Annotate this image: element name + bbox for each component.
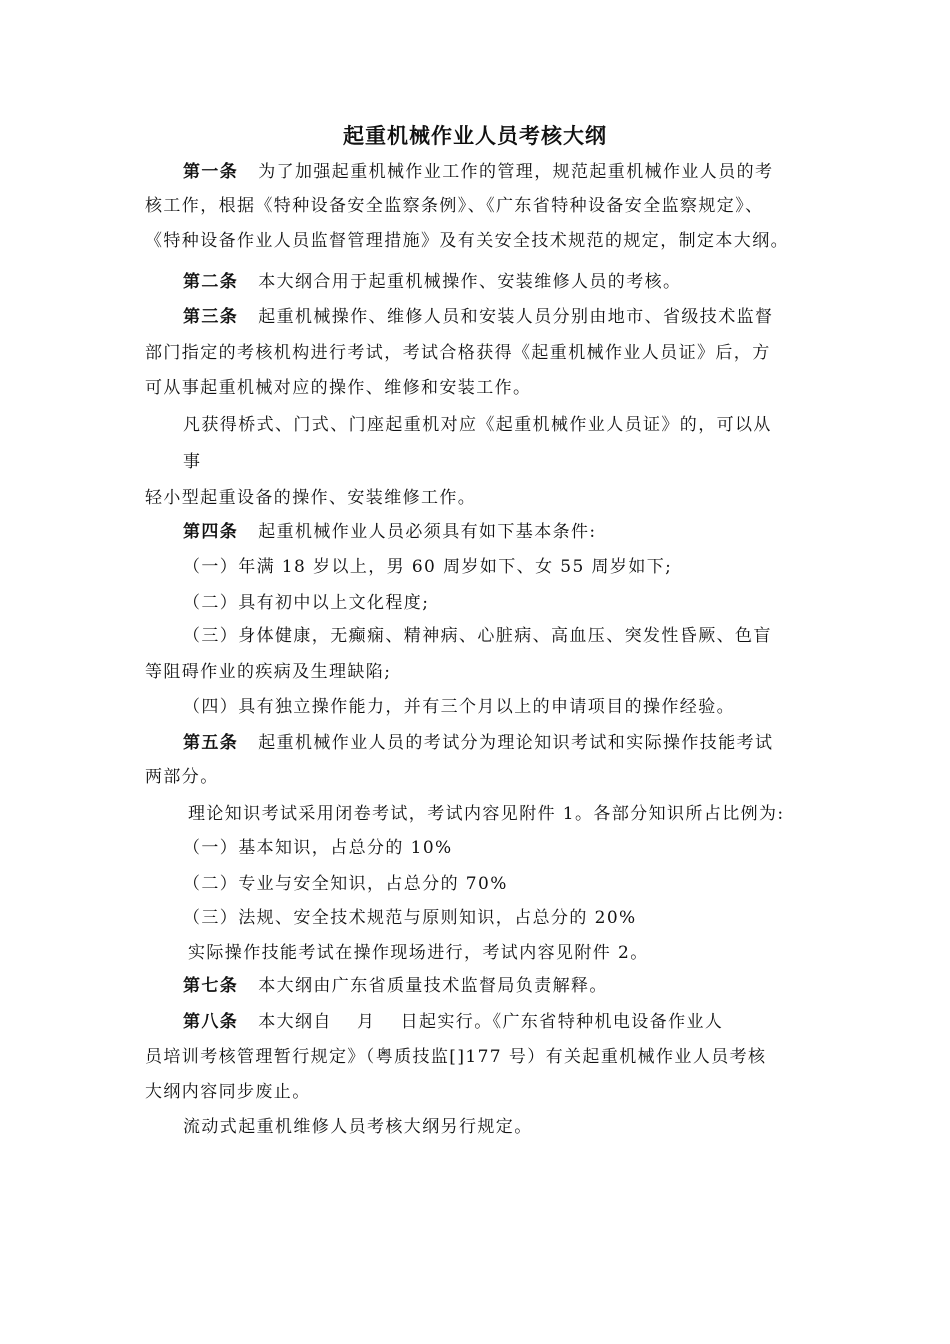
text-line (145, 341, 771, 365)
text-line (183, 520, 597, 544)
text-line (183, 160, 773, 184)
text-line (183, 270, 681, 294)
line-text: 本大纲合用于起重机械操作、安装维修人员的考核。 (258, 272, 682, 292)
line-text: 起重机械作业人员必须具有如下基本条件: (258, 522, 597, 542)
line-text: 起重机械作业人员的考试分为理论知识考试和实际操作技能考试 (258, 733, 774, 753)
text-line (145, 1080, 311, 1104)
text-line (183, 1115, 533, 1139)
line-text: （一）基本知识，占总分的 10% (183, 838, 453, 858)
article-label: 第四条 (183, 522, 239, 542)
text-line (183, 906, 637, 930)
line-text: 起重机械操作、维修人员和安装人员分别由地市、省级技术监督 (258, 307, 774, 327)
text-line (145, 660, 391, 684)
line-text: 事 (183, 452, 202, 472)
text-line (145, 376, 531, 400)
article-label: 第五条 (183, 733, 239, 753)
text-line (183, 624, 772, 648)
line-text: 流动式起重机维修人员考核大纲另行规定。 (183, 1117, 533, 1137)
line-text: 《特种设备作业人员监督管理措施》及有关安全技术规范的规定，制定本大纲。 (145, 231, 789, 251)
text-line (145, 486, 476, 510)
line-text: 凡获得桥式、门式、门座起重机对应《起重机械作业人员证》的，可以从 (183, 415, 772, 435)
text-line (145, 194, 764, 218)
text-line (183, 731, 773, 755)
line-text: 等阻碍作业的疾病及生理缺陷; (145, 662, 392, 682)
line-text: （二）具有初中以上文化程度; (183, 593, 430, 613)
text-line (145, 1045, 766, 1069)
article-label: 第七条 (183, 976, 239, 996)
line-text: 大纲内容同步废止。 (145, 1082, 311, 1102)
line-text: 核工作，根据《特种设备安全监察条例》、《广东省特种设备安全监察规定》、 (145, 196, 764, 216)
line-text: （二）专业与安全知识，占总分的 70% (183, 874, 508, 894)
line-text: 实际操作技能考试在操作现场进行，考试内容见附件 2。 (188, 943, 649, 963)
line-text: （四）具有独立操作能力，并有三个月以上的申请项目的操作经验。 (183, 697, 735, 717)
text-line (145, 765, 219, 789)
text-line (183, 836, 453, 860)
line-text: 本大纲由广东省质量技术监督局负责解释。 (258, 976, 608, 996)
line-text: （一）年满 18 岁以上，男 60 周岁如下、女 55 周岁如下; (183, 557, 673, 577)
line-text: 本大纲自 月 日起实行。《广东省特种机电设备作业人 (258, 1012, 724, 1032)
line-text: 两部分。 (145, 767, 219, 787)
text-line (183, 1010, 723, 1034)
text-line (183, 413, 772, 437)
article-label: 第二条 (183, 272, 239, 292)
line-text: 员培训考核管理暂行规定》（粤质技监[]177 号）有关起重机械作业人员考核 (145, 1047, 767, 1067)
article-label: 第一条 (183, 162, 239, 182)
text-line (188, 802, 785, 826)
text-line (183, 695, 735, 719)
document-title: 起重机械作业人员考核大纲 (343, 123, 607, 148)
article-label: 第三条 (183, 307, 239, 327)
text-line (183, 450, 201, 474)
text-line (183, 974, 608, 998)
line-text: （三）身体健康，无癫痫、精神病、心脏病、高血压、突发性昏厥、色盲 (183, 626, 772, 646)
text-line (183, 305, 773, 329)
text-line (188, 941, 649, 965)
text-line (183, 872, 508, 896)
line-text: （三）法规、安全技术规范与原则知识，占总分的 20% (183, 908, 637, 928)
text-line (145, 229, 789, 253)
line-text: 理论知识考试采用闭卷考试，考试内容见附件 1。各部分知识所占比例为: (188, 804, 785, 824)
text-line (183, 555, 672, 579)
line-text: 轻小型起重设备的操作、安装维修工作。 (145, 488, 477, 508)
line-text: 为了加强起重机械作业工作的管理，规范起重机械作业人员的考 (258, 162, 774, 182)
line-text: 部门指定的考核机构进行考试，考试合格获得《起重机械作业人员证》后，方 (145, 343, 771, 363)
line-text: 可从事起重机械对应的操作、维修和安装工作。 (145, 378, 532, 398)
text-line (183, 591, 429, 615)
article-label: 第八条 (183, 1012, 239, 1032)
